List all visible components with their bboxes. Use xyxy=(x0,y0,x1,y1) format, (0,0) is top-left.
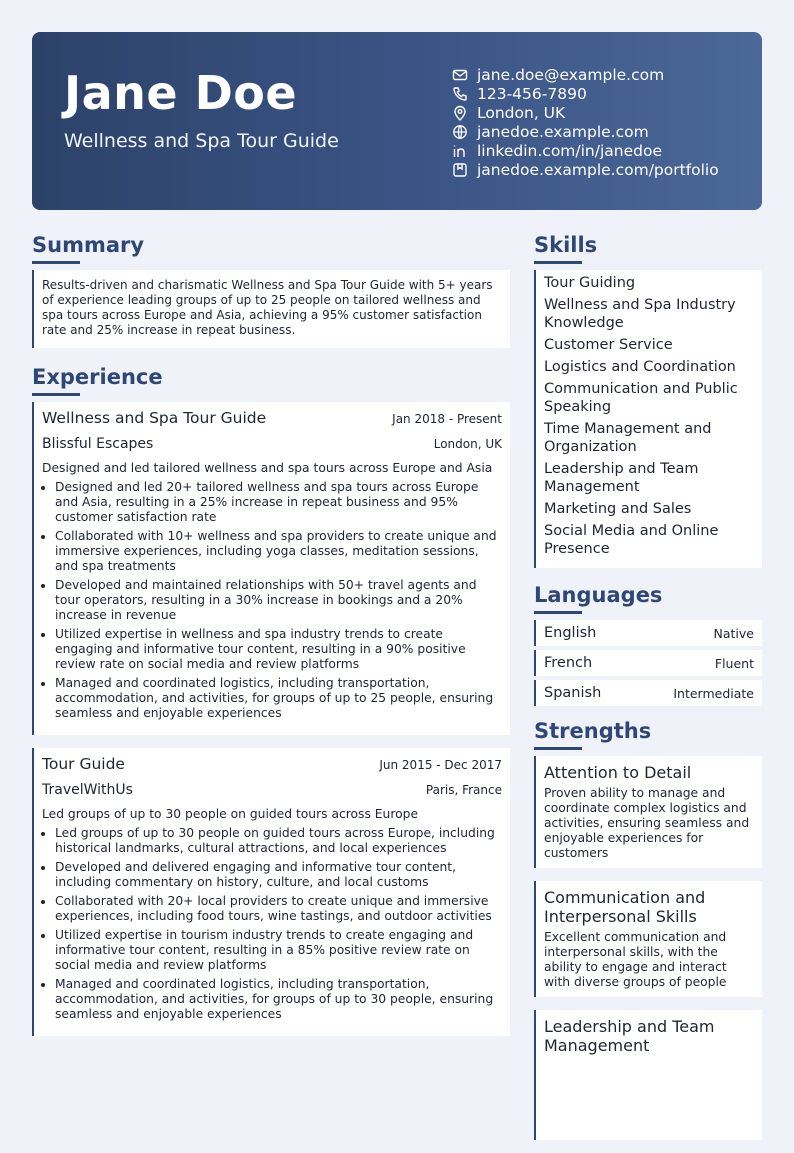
skill-item: Leadership and Team Management xyxy=(544,461,699,495)
contact-linkedin[interactable] xyxy=(452,141,719,160)
skill-item: Marketing and Sales xyxy=(544,501,692,517)
strength-title: Communication and Interpersonal Skills xyxy=(544,888,706,926)
skills-heading: Skills xyxy=(534,233,598,257)
contact-portfolio-text: janedoe.example.com/portfolio xyxy=(477,160,719,179)
contact-phone[interactable] xyxy=(452,84,719,103)
job-bullet: • Utilized expertise in tourism industry trends to create engaging and informative tour content, resulting in a 85% positive review rate on social media and review platforms xyxy=(55,928,502,973)
globe-icon xyxy=(452,124,468,140)
left-column xyxy=(32,232,510,1049)
job-bullet: • Led groups of up to 30 people on guided tours across Europe, including historical landmarks, cultural attractions, and local experiences xyxy=(55,826,502,856)
job-bullet: • Managed and coordinated logistics, including transportation, accommodation, and activities, for groups of up to 30 people, ensuring seamless and enjoyable experiences xyxy=(55,977,502,1022)
strength-item xyxy=(534,1010,762,1140)
section-divider xyxy=(32,393,80,396)
job-location: Paris, France xyxy=(425,783,502,797)
contact-location-text: London, UK xyxy=(477,103,566,122)
language-level: Intermediate xyxy=(673,685,754,701)
job-bullet: • Collaborated with 10+ wellness and spa providers to create unique and immersive experiences, including yoga classes, meditation sessions, and spa treatments xyxy=(55,529,502,574)
strength-item xyxy=(534,881,762,997)
language-name: Spanish xyxy=(544,685,602,701)
job-company: Blissful Escapes xyxy=(42,436,154,452)
languages-heading: Languages xyxy=(534,583,663,607)
language-name: English xyxy=(544,625,597,641)
job-entry xyxy=(32,402,510,735)
contact-website-text: janedoe.example.com xyxy=(477,122,649,141)
strength-description: Proven ability to manage and coordinate complex logistics and activities, ensuring seamless and enjoyable experiences for customers xyxy=(544,786,750,860)
language-item xyxy=(534,620,762,646)
skill-item: Time Management and Organization xyxy=(544,421,712,455)
section-divider xyxy=(32,261,80,264)
portfolio-icon xyxy=(452,162,468,178)
languages-list xyxy=(534,620,762,706)
job-company: TravelWithUs xyxy=(42,782,133,798)
location-icon xyxy=(452,105,468,121)
contact-linkedin-text: linkedin.com/in/janedoe xyxy=(477,141,662,160)
language-level: Fluent xyxy=(714,655,754,671)
skill-item: Customer Service xyxy=(544,337,673,353)
section-divider xyxy=(534,747,582,750)
strength-title: Leadership and Team Management xyxy=(544,1017,715,1055)
experience-heading: Experience xyxy=(32,365,163,389)
job-bullet: • Designed and led 20+ tailored wellness and spa tours across Europe and Asia, resulting in a 25% increase in repeat business and 95% customer satisfaction rate xyxy=(55,480,502,525)
job-bullet: • Managed and coordinated logistics, including transportation, accommodation, and activities, for groups of up to 25 people, ensuring seamless and enjoyable experiences xyxy=(55,676,502,721)
job-dates: Jun 2015 - Dec 2017 xyxy=(379,758,502,772)
section-divider xyxy=(534,261,582,264)
contact-phone-text: 123-456-7890 xyxy=(477,84,587,103)
strength-description: Excellent communication and interpersonal skills, with the ability to engage and interact with diverse groups of people xyxy=(544,930,727,989)
strength-title: Attention to Detail xyxy=(544,763,692,782)
job-bullet: • Developed and maintained relationships with 50+ travel agents and tour operators, resulting in a 30% increase in bookings and a 20% increase in revenue xyxy=(55,578,502,623)
candidate-title: Wellness and Spa Tour Guide xyxy=(64,130,339,152)
right-column xyxy=(534,232,762,1153)
language-name: French xyxy=(544,655,593,671)
job-dates: Jan 2018 - Present xyxy=(392,412,502,426)
skill-item: Communication and Public Speaking xyxy=(544,381,738,415)
summary-text: Results-driven and charismatic Wellness and Spa Tour Guide with 5+ years of experience leading groups of up to 25 people on tailored wellness and spa tours across Europe and Asia, achieving a 95% customer satisfaction rate and 25% increase in repeat business. xyxy=(32,270,510,348)
job-role: Tour Guide xyxy=(42,755,125,773)
linkedin-icon xyxy=(452,143,468,159)
skill-item: Social Media and Online Presence xyxy=(544,523,719,557)
language-item xyxy=(534,650,762,676)
skill-item: Wellness and Spa Industry Knowledge xyxy=(544,297,736,331)
section-divider xyxy=(534,611,582,614)
skill-item: Logistics and Coordination xyxy=(544,359,736,375)
summary-heading: Summary xyxy=(32,233,145,257)
job-role: Wellness and Spa Tour Guide xyxy=(42,409,267,427)
contact-list xyxy=(452,65,719,179)
job-description: Led groups of up to 30 people on guided tours across Europe xyxy=(42,807,419,821)
resume-header xyxy=(32,32,762,210)
strengths-heading: Strengths xyxy=(534,719,652,743)
job-bullet: • Developed and delivered engaging and informative tour content, including commentary on history, culture, and local customs xyxy=(55,860,502,890)
mail-icon xyxy=(452,67,468,83)
skill-item: Tour Guiding xyxy=(544,275,636,291)
language-item xyxy=(534,680,762,706)
contact-location xyxy=(452,103,719,122)
contact-email[interactable] xyxy=(452,65,719,84)
language-level: Native xyxy=(713,625,754,641)
job-bullets xyxy=(42,480,502,721)
candidate-name: Jane Doe xyxy=(64,66,298,120)
phone-icon xyxy=(452,86,468,102)
job-bullet: • Collaborated with 20+ local providers to create unique and immersive experiences, including food tours, wine tastings, and outdoor activities xyxy=(55,894,502,924)
skills-list xyxy=(534,270,762,568)
job-location: London, UK xyxy=(433,437,502,451)
job-description: Designed and led tailored wellness and spa tours across Europe and Asia xyxy=(42,461,493,475)
contact-website[interactable] xyxy=(452,122,719,141)
job-bullet: • Utilized expertise in wellness and spa industry trends to create engaging and informative tour content, resulting in a 90% positive review rate on social media and review platforms xyxy=(55,627,502,672)
contact-portfolio[interactable] xyxy=(452,160,719,179)
strength-item xyxy=(534,756,762,868)
job-bullets xyxy=(42,826,502,1022)
job-entry xyxy=(32,748,510,1036)
contact-email-text: jane.doe@example.com xyxy=(477,65,665,84)
